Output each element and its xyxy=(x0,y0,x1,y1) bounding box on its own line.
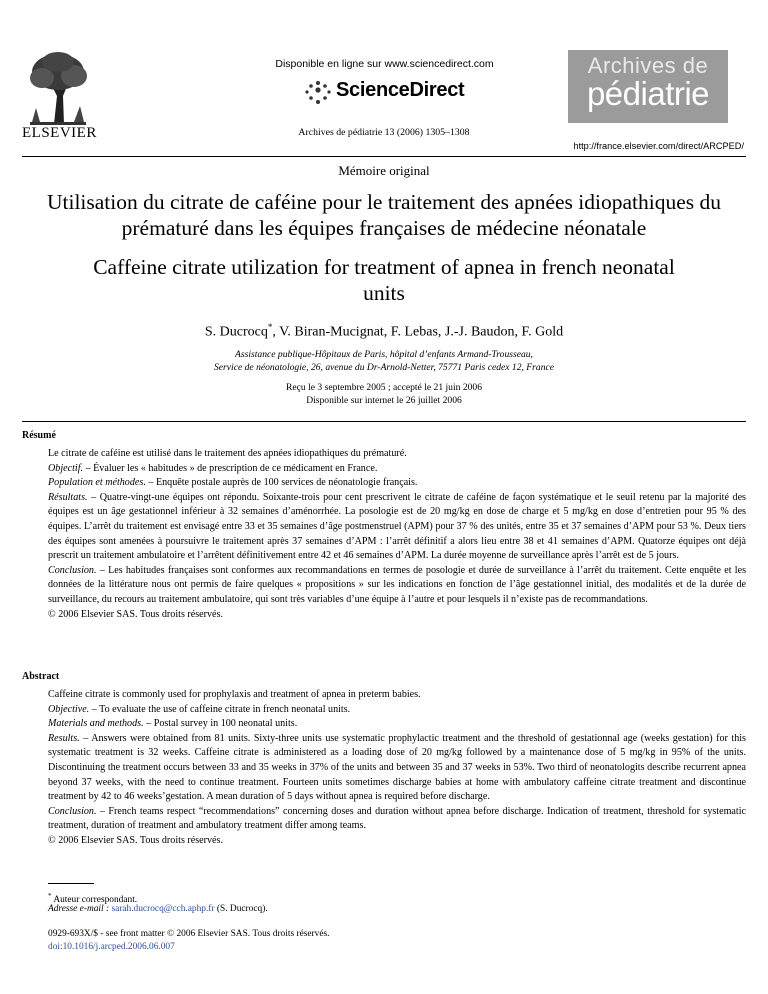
footnote-email: Adresse e-mail : sarah.ducrocq@cch.aphp.fr (S. Ducrocq). xyxy=(48,904,268,914)
sciencedirect-dots-icon xyxy=(304,80,332,106)
title-french: Utilisation du citrate de caféine pour le traitement des apnées idiopathiques du prématuré dans les équipes françaises de médecine néonatale xyxy=(46,190,722,240)
sciencedirect-availability-banner[interactable]: Disponible en ligne sur www.sciencedirect.com xyxy=(275,58,494,70)
publisher-name: ELSEVIER xyxy=(22,125,97,141)
resume-objectif: Objectif. – Évaluer les « habitudes » de prescription de ce médicament en France. xyxy=(48,462,378,474)
abstract-intro: Caffeine citrate is commonly used for prophylaxis and treatment of apnea in preterm babies. xyxy=(48,689,421,700)
journal-logo-bottom-text: pédiatrie xyxy=(586,75,710,112)
abstract-conclusion: Conclusion. – French teams respect “recommendations” concerning doses and duration without apnea before discharge. Indication of treatment, threshold for systematic treatment, duration of treatment and ambulatory treatment differ among teams. xyxy=(48,805,746,832)
other-authors: , V. Biran-Mucignat, F. Lebas, J.-J. Baudon, F. Gold xyxy=(272,324,564,340)
first-author: S. Ducrocq xyxy=(204,324,268,340)
abstract-objective: Objective. – To evaluate the use of caffeine citrate in french neonatal units. xyxy=(48,703,351,715)
author-email-link[interactable]: sarah.ducrocq@cch.aphp.fr xyxy=(111,904,215,914)
abstract-heading: Abstract xyxy=(22,671,60,682)
resume-methodes: Population et méthodes. – Enquête postale auprès de 100 services de néonatologie français. xyxy=(48,477,418,489)
resume-copyright: © 2006 Elsevier SAS. Tous droits réservés. xyxy=(48,608,223,620)
resume-conclusion: Conclusion. – Les habitudes françaises sont conformes aux recommandations en termes de posologie et durée de surveillance à l’arrêt du traitement. Cette enquête et les données de la littérature nous ont permis de faire quelques « propositions » sur les indications en fonction de l’âge gestationnel initial, des modalités et de la durée de surveillance, du recours au traitement ambulatoire, qui sont très variables d’une équipe à l’autre et pour lesquels il n’existe pas de recommandations. xyxy=(48,564,746,605)
online-date: Disponible sur internet le 26 juillet 2006 xyxy=(306,395,462,406)
resume-body xyxy=(48,447,746,622)
issn-line: 0929-693X/$ - see front matter © 2006 Elsevier SAS. Tous droits réservés. xyxy=(48,929,330,939)
article-type: Mémoire original xyxy=(338,163,430,178)
affiliation-line-1: Assistance publique-Hôpitaux de Paris, hôpital d’enfants Armand-Trousseau, xyxy=(235,349,533,360)
corresponding-author-mark[interactable]: * xyxy=(267,322,273,332)
doi-link[interactable]: doi:10.1016/j.arcped.2006.06.007 xyxy=(48,942,175,952)
abstract-methods: Materials and methods. – Postal survey in 100 neonatal units. xyxy=(48,718,298,730)
journal-url-link[interactable]: http://france.elsevier.com/direct/ARCPED/ xyxy=(573,141,744,151)
affiliation xyxy=(0,348,768,374)
affiliation-line-2: Service de néonatologie, 26, avenue du Dr-Arnold-Netter, 75771 Paris cedex 12, France xyxy=(213,362,555,373)
resume-resultats: Résultats. – Quatre-vingt-une équipes ont répondu. Soixante-trois pour cent prescrivent le citrate de caféine de façon systématique et le seuil retenu par la majorité des équipes est un âge gestationnel inférieur à 32 semaines d’aménorrhée. La posologie est de 20 mg/kg en dose de charge et 5 mg/kg en dose d’entretien pour 95 % des équipes. L’arrêt du traitement est envisagé entre 33 et 35 semaines d’âge postmenstruel (APM) pour 37 % des unités, entre 35 et 37 semaines d’APM pour 53 %. Deux tiers des équipes sont amenées à poursuivre le traitement après 37 semaines d’APM : l’arrêt définitif a alors lieu entre 38 et 41 semaines d’APM. Quatorze équipes ont déjà prescrit un traitement ambulatoire et l’arrêtent définitivement entre 42 et 46 semaines d’APM. La durée moyenne de surveillance après l’arrêt est de 5 jours. xyxy=(48,491,746,562)
author-list xyxy=(0,322,768,341)
abstract-copyright: © 2006 Elsevier SAS. Tous droits réservés. xyxy=(48,834,223,846)
abstract-results: Results. – Answers were obtained from 81 units. Sixty-three units use systematic prophylactic treatment and the threshold of gestationnal age (weeks gestation) for this systematic treatment is 32 weeks. Caffeine citrate is administered as a loading dose of 20 mg/kg followed by a maintenance dose of 5 mg/kg in 95% of the units. Discontinuing the treatment occurs between 33 and 35 weeks in 37% of the units and between 35 and 37 weeks in 53%. Two third of neonatologits describe recurrent apnea beyond 37 weeks, with the need to continue treatment. Fourteen units sometimes discharge babies at home with ambulatory caffeine citrate treatment and discontinue treatment by 42 to 46 weeks’gestation. A mean duration of 5 days without apnea is required before discharge. xyxy=(48,732,746,803)
elsevier-tree-logo xyxy=(24,48,92,134)
footnote-corresponding: * Auteur correspondant. xyxy=(48,892,138,906)
abstract-divider xyxy=(22,421,746,422)
resume-intro: Le citrate de caféine est utilisé dans le traitement des apnées idiopathiques du prématuré. xyxy=(48,448,407,459)
article-dates xyxy=(0,381,768,407)
footnote-divider xyxy=(48,883,94,884)
sciencedirect-wordmark: ScienceDirect xyxy=(336,79,465,101)
journal-logo-top-text: Archives de xyxy=(587,53,709,78)
resume-heading: Résumé xyxy=(22,430,56,441)
title-english: Caffeine citrate utilization for treatment of apnea in french neonatal units xyxy=(93,255,675,305)
received-accepted-dates: Reçu le 3 septembre 2005 ; accepté le 21 juin 2006 xyxy=(285,382,483,393)
abstract-body xyxy=(48,688,746,849)
journal-reference: Archives de pédiatrie 13 (2006) 1305–1308 xyxy=(298,127,470,138)
header-divider xyxy=(22,156,746,157)
